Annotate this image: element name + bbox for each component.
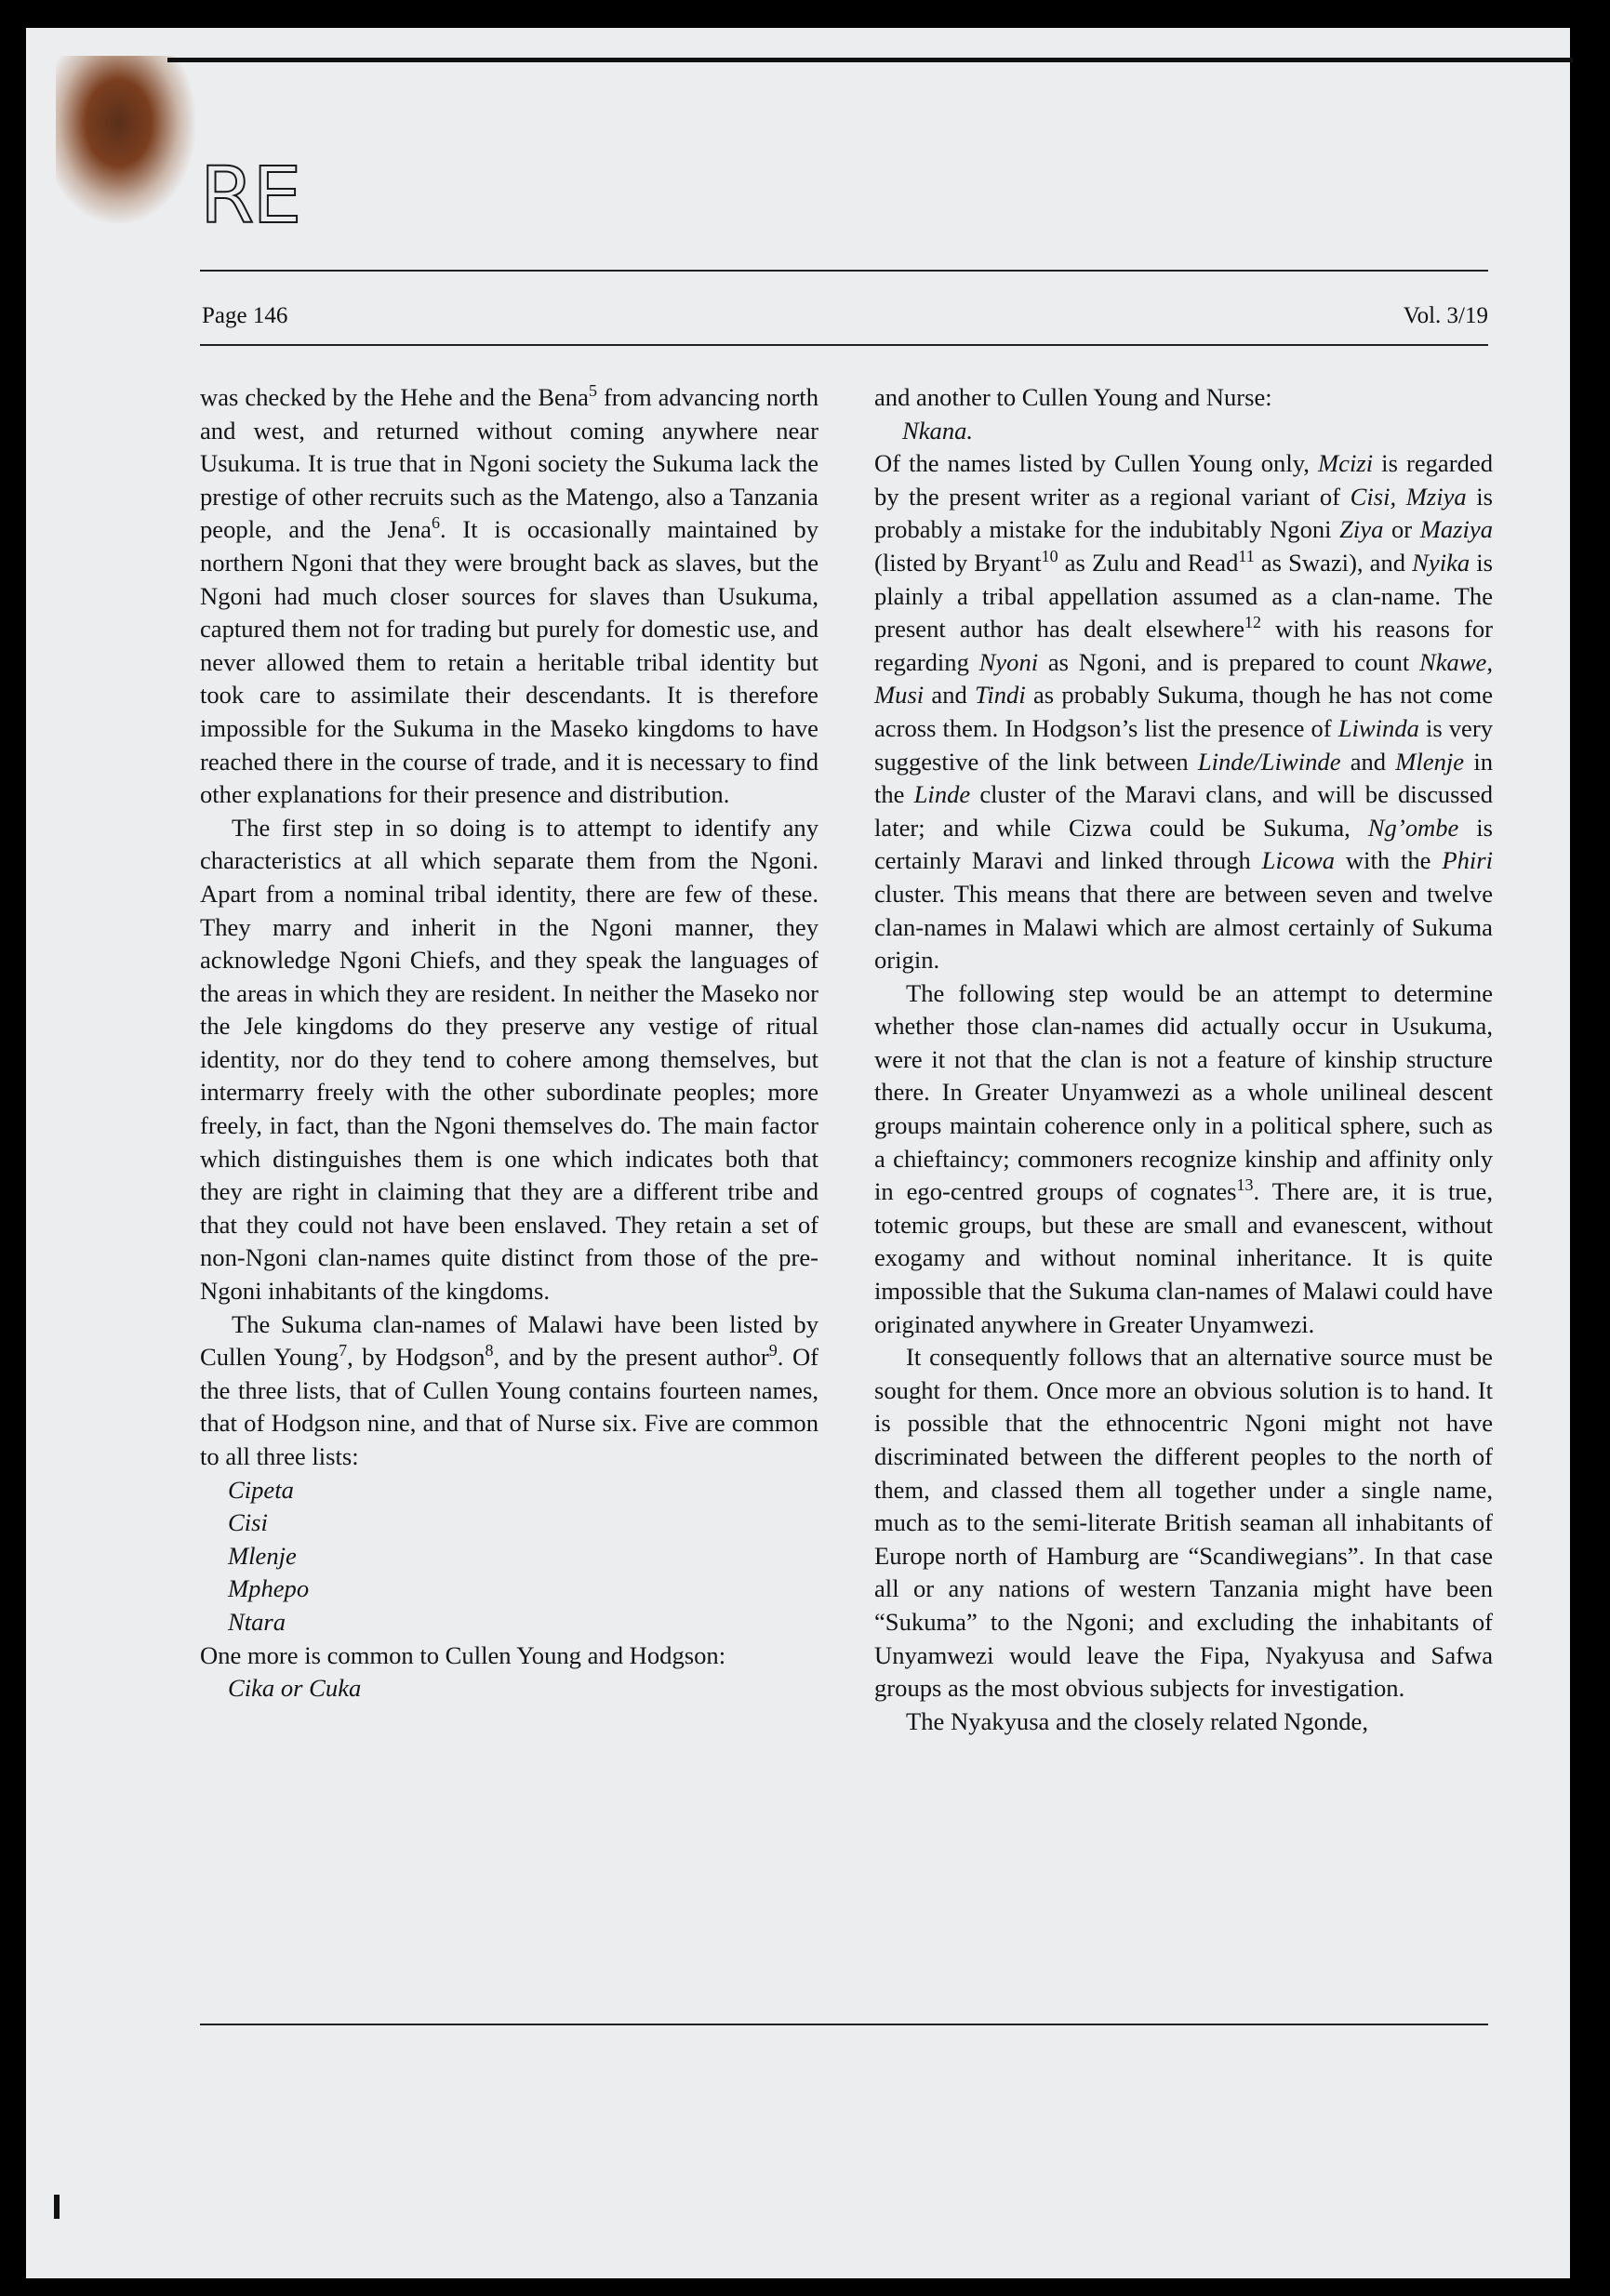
paragraph: Of the names listed by Cullen Young only, Mcizi is regarded by the present writer as a regional variant of Cisi, Mziya is probably a mistake for the indubitably Ngoni Ziya or Maziya (listed by Bryant$^{10}$ as Zulu and Read$^{11}$ as Swazi), and Nyika is plainly a tribal appellation assumed as a clan-name. The present author has dealt elsewhere$^{12}$ with his reasons for regarding Nyoni as Ngoni, and is prepared to count Nkawe, Musi and Tindi as probably Sukuma, though he has not come across them. In Hodgson’s list the presence of Liwinda is very suggestive of the link between Linde/Liwinde and Mlenje in the Linde cluster of the Maravi clans, and will be discussed later; and while Cizwa could be Sukuma, Ng’ombe is certainly Maravi and linked through Licowa with the Phiri cluster. This means that there are between seven and twelve clan-names in Malawi which are almost certainly of Sukuma origin. <box>874 449 1494 975</box>
corner-mark <box>54 2195 60 2219</box>
paragraph: The Sukuma clan-names of Malawi have been listed by Cullen Young$^7$, by Hodgson$^8$, and by the present author$^9$. Of the three lists, that of Cullen Young contains fourteen names, that of Hodgson nine, and that of Nurse six. Five are common to all three lists: <box>200 1309 819 1470</box>
paragraph: The following step would be an attempt to determine whether those clan-names did actually occur in Usukuma, were it not that the clan is not a feature of kinship structure there. In Greater Unyamwezi as a whole unilineal descent groups maintain coherence only in a political sphere, such as a chieftaincy; commoners recognize kinship and affinity only in ego-centred groups of cognates$^{13}$. There are, it is true, totemic groups, but these are small and evanescent, without exogamy and without nominal inheritance. It is quite impossible that the Sukuma clan-names of Malawi could have originated anywhere in Greater Unyamwezi. <box>874 978 1493 1338</box>
paragraph: The first step in so doing is to attempt to identify any characteristics at all which separate them from the Ngoni. Apart from a nominal tribal identity, there are few of these. They marry and inherit in the Ngoni manner, they acknowledge Ngoni Chiefs, and they speak the languages of the areas in which they are resident. In neither the Maseko nor the Jele kingdoms do they preserve any vestige of ritual identity, nor do they tend to cohere among themselves, but intermarry freely with the other subordinate peoples; more freely, in fact, than the Ngoni themselves do. The main factor which distinguishes them is one which indicates both that they are right in claiming that they are a different tribe and that they could not have been enslaved. They retain a set of non-Ngoni clan-names quite distinct from those of the pre-Ngoni inhabitants of the kingdoms. <box>200 813 818 1306</box>
rust-stain <box>56 56 195 223</box>
top-border-line <box>167 58 1573 62</box>
paragraph: was checked by the Hehe and the Bena$^5$ from advancing north and west, and returned without coming anywhere near Usukuma. It is true that in Ngoni society the Sukuma lack the prestige of other recruits such as the Matengo, also a Tanzania people, and the Jena$^6$. It is occasionally maintained by northern Ngoni that they were brought back as slaves, but the Ngoni had much closer sources for slaves than Usukuma, captured them not for trading but purely for domestic use, and never allowed them to retain a heritable tribal identity but took care to assimilate their descendants. It is therefore impossible for the Sukuma in the Maseko kingdoms to have reached there in the course of trade, and it is necessary to find other explanations for their presence and distribution. <box>200 381 818 809</box>
left-column <box>200 381 818 1705</box>
paragraph: It consequently follows that an alternative source must be sought for them. Once more an obvious solution is to hand. It is possible that the ethnocentric Ngoni might not have discriminated between the different peoples to the north of them, and classed them all together under a single name, much as to the semi-literate British seaman all inhabitants of Europe north of Hamburg are “Scandiwegians”. In that case all or any nations of western Tanzania might have been “Sukuma” to the Ngoni; and excluding the inhabitants of Unyamwezi would leave the Fipa, Nyakyusa and Safwa groups as the most obvious subjects for investigation. <box>874 1343 1493 1703</box>
paragraph: The Nyakyusa and the closely related Ngonde, <box>906 1706 1368 1735</box>
right-column <box>874 381 1493 1738</box>
header-rule-bottom <box>200 344 1488 346</box>
paragraph: and another to Cullen Young and Nurse: <box>874 383 1272 411</box>
footer-rule <box>200 2024 1488 2025</box>
volume-label: Vol. 3/19 <box>1403 303 1488 328</box>
clan-name-item: Ntara <box>228 1607 286 1636</box>
paragraph: One more is common to Cullen Young and Hodgson: <box>200 1640 726 1669</box>
clan-name-item: Cisi <box>228 1508 268 1537</box>
clan-name-item: Cipeta <box>228 1475 294 1504</box>
clan-name-item: Nkana. <box>902 416 974 445</box>
page-number: Page 146 <box>202 303 288 328</box>
header-rule-top <box>200 270 1488 272</box>
clan-name-item: Mlenje <box>228 1541 297 1570</box>
clan-name-item: Mphepo <box>228 1574 310 1603</box>
journal-logo: RE <box>200 150 300 241</box>
clan-name-item: Cika or Cuka <box>228 1674 362 1703</box>
